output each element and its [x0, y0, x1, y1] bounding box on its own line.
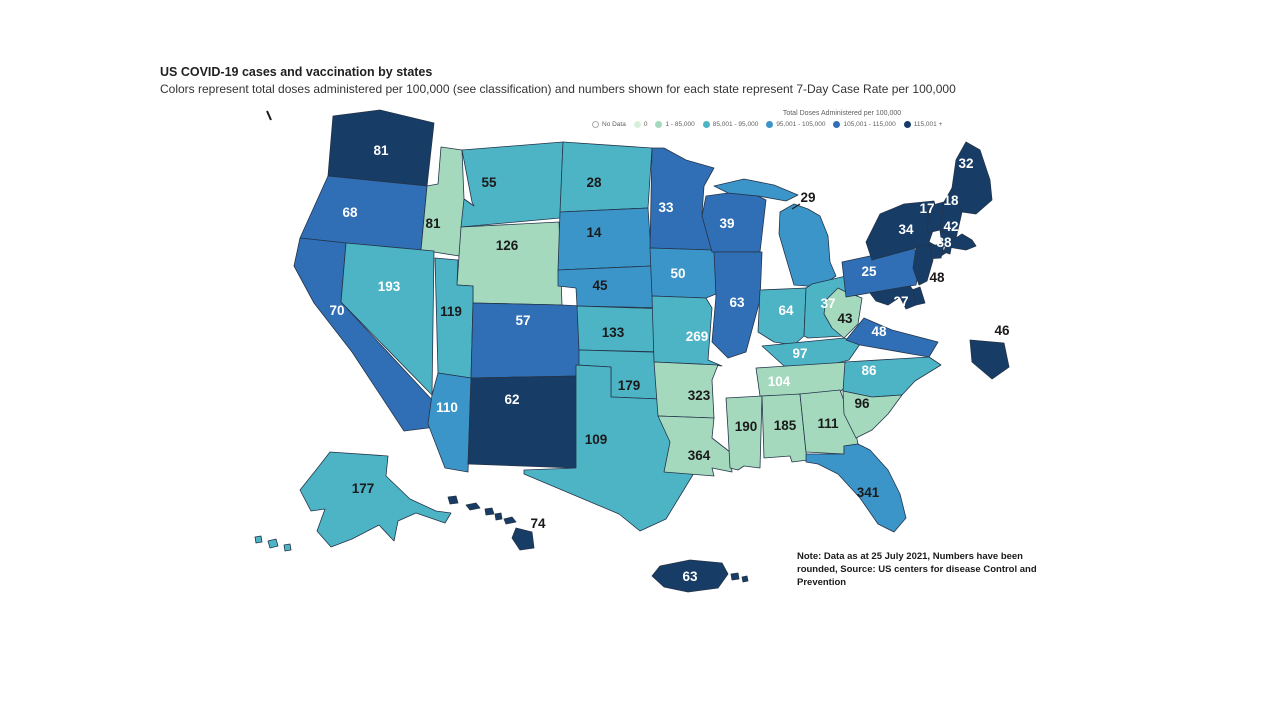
state-montana[interactable] [461, 142, 563, 227]
state-label-ohio: 37 [820, 296, 836, 311]
state-label-texas: 109 [584, 432, 608, 447]
legend-item-label: 0 [643, 121, 648, 128]
state-puerto-rico[interactable] [731, 573, 739, 580]
state-label-kentucky: 97 [792, 346, 808, 361]
state-label-virginia: 48 [871, 324, 887, 339]
state-label-vermont: 17 [919, 201, 935, 216]
state-label-connecticut: 38 [936, 235, 952, 250]
state-alaska[interactable] [255, 536, 262, 543]
state-label-colorado: 57 [515, 313, 531, 328]
state-south-dakota[interactable] [558, 208, 652, 270]
state-label-michigan: 29 [800, 190, 816, 205]
legend-title: Total Doses Administered per 100,000 [782, 110, 902, 117]
state-label-north-carolina: 86 [861, 363, 877, 378]
state-label-arkansas: 323 [687, 388, 711, 403]
state-alaska[interactable] [268, 539, 278, 548]
chart-title: US COVID-19 cases and vaccination by states [160, 65, 433, 79]
state-label-indiana: 64 [778, 303, 794, 318]
state-alaska[interactable] [284, 544, 291, 551]
state-puerto-rico[interactable] [742, 576, 748, 582]
state-label-washington: 81 [373, 143, 389, 158]
state-label-pennsylvania: 25 [861, 264, 877, 279]
state-label-new-mexico: 62 [504, 392, 520, 407]
state-label-tennessee: 104 [767, 374, 791, 389]
state-alaska[interactable] [300, 452, 451, 547]
chart-subtitle: Colors represent total doses administered per 100,000 (see classification) and numbers shown for each state represent 7-Day Case Rate per 100,000 [160, 82, 956, 96]
legend-item-label: 85,001 - 95,000 [712, 121, 759, 128]
state-new-mexico[interactable] [468, 376, 579, 468]
state-label-hawaii: 74 [530, 516, 546, 531]
state-label-wisconsin: 39 [719, 216, 735, 231]
state-label-alabama: 185 [773, 418, 797, 433]
state-hawaii[interactable] [448, 496, 458, 504]
state-label-south-dakota: 14 [586, 225, 602, 240]
state-label-massachusetts: 42 [943, 219, 959, 234]
state-label-missouri: 269 [685, 329, 709, 344]
source-note: Note: Data as at 25 July 2021, Numbers have been rounded, Source: US centers for disease Control and Prevention [797, 551, 1037, 588]
state-label-kansas: 133 [601, 325, 625, 340]
state-hawaii[interactable] [504, 517, 516, 524]
legend-item-label: 95,001 - 105,000 [776, 121, 826, 128]
state-label-mississippi: 190 [734, 419, 758, 434]
state-louisiana[interactable] [658, 416, 732, 476]
state-label-puerto-rico: 63 [682, 569, 698, 584]
state-label-georgia: 111 [817, 416, 839, 431]
legend-item-label: 105,001 - 115,000 [843, 121, 896, 128]
state-label-south-carolina: 96 [854, 396, 870, 411]
state-label-new-hampshire: 18 [943, 193, 959, 208]
state-label-idaho: 81 [425, 216, 441, 231]
state-hawaii[interactable] [485, 508, 494, 515]
state-hawaii[interactable] [512, 528, 534, 550]
state-label-oregon: 68 [342, 205, 358, 220]
state-label-california: 70 [329, 303, 345, 318]
state-label-illinois: 63 [729, 295, 745, 310]
state-label-utah: 119 [440, 304, 462, 319]
state-north-carolina[interactable] [843, 357, 941, 397]
legend-item-label: No Data [602, 121, 626, 128]
state-label-florida: 341 [856, 485, 880, 500]
state-label-west-virginia: 43 [837, 311, 853, 326]
state-label-montana: 55 [481, 175, 497, 190]
state-label-north-dakota: 28 [586, 175, 602, 190]
state-label-nebraska: 45 [592, 278, 608, 293]
legend-item-label: 1 - 85,000 [665, 121, 695, 128]
state-label-wyoming: 126 [495, 238, 519, 253]
state-oregon[interactable] [300, 176, 427, 250]
state-label-maine: 32 [958, 156, 974, 171]
state-label-district-of-columbia: 46 [994, 323, 1010, 338]
state-label-oklahoma: 179 [617, 378, 641, 393]
state-arizona[interactable] [428, 373, 471, 472]
state-district-of-columbia[interactable] [970, 340, 1009, 379]
state-label-nevada: 193 [377, 279, 401, 294]
state-label-louisiana: 364 [687, 448, 711, 463]
state-label-new-jersey: 48 [929, 270, 945, 285]
state-label-new-york: 34 [898, 222, 914, 237]
state-hawaii[interactable] [495, 513, 502, 520]
state-label-maryland: 27 [893, 294, 909, 309]
state-virginia[interactable] [846, 318, 938, 357]
state-label-minnesota: 33 [658, 200, 674, 215]
state-minnesota[interactable] [650, 148, 714, 250]
stray-mark [267, 111, 271, 120]
legend-item-label: 115,001 + [913, 121, 943, 128]
state-label-arizona: 110 [436, 400, 458, 415]
state-michigan[interactable] [779, 204, 836, 287]
state-north-dakota[interactable] [560, 142, 652, 212]
state-hawaii[interactable] [466, 503, 480, 510]
state-label-alaska: 177 [351, 481, 375, 496]
state-label-iowa: 50 [670, 266, 686, 281]
